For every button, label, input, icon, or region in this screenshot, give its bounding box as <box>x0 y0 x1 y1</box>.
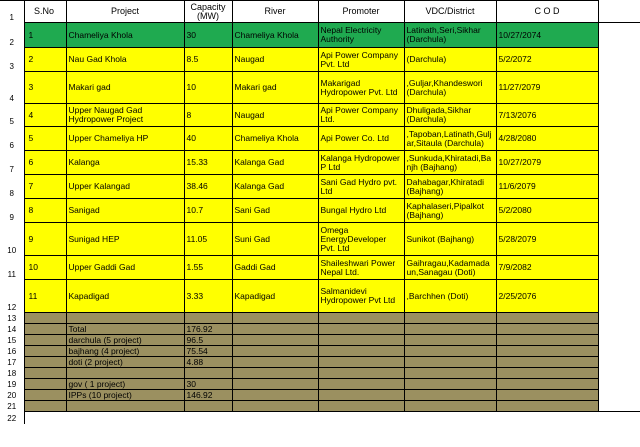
cell-project[interactable]: Upper Gaddi Gad <box>66 256 184 280</box>
row-header[interactable]: 7 <box>0 151 24 175</box>
row-header[interactable]: 15 <box>0 335 24 346</box>
empty-cell[interactable] <box>66 412 184 424</box>
cell-promoter[interactable]: Shaileshwari Power Nepal Ltd. <box>318 256 404 280</box>
cell-cod[interactable]: 7/9/2082 <box>496 256 598 280</box>
summary-value[interactable]: 4.88 <box>184 357 232 368</box>
cell-sno[interactable] <box>24 357 66 368</box>
cell-sno[interactable]: 5 <box>24 127 66 151</box>
cell-cod[interactable]: 7/13/2076 <box>496 104 598 127</box>
header-row <box>0 1 640 23</box>
summary-label[interactable]: IPPs (10 project) <box>66 390 184 401</box>
cell-cod[interactable]: 5/2/2080 <box>496 199 598 223</box>
summary-label[interactable]: gov ( 1 project) <box>66 379 184 390</box>
row-header[interactable]: 10 <box>0 223 24 256</box>
empty-cell[interactable] <box>598 379 640 390</box>
cell-sno[interactable] <box>24 401 66 412</box>
row-header[interactable]: 11 <box>0 256 24 280</box>
cell-promoter[interactable]: Salmanidevi Hydropower Pvt Ltd <box>318 280 404 313</box>
cell-project[interactable]: Makari gad <box>66 72 184 104</box>
table-row <box>0 412 640 424</box>
empty-cell[interactable] <box>404 379 496 390</box>
empty-cell[interactable] <box>404 335 496 346</box>
empty-cell[interactable] <box>598 223 640 256</box>
row-header[interactable]: 16 <box>0 346 24 357</box>
empty-cell[interactable] <box>318 379 404 390</box>
empty-cell[interactable] <box>598 72 640 104</box>
cell-river[interactable]: Gaddi Gad <box>232 256 318 280</box>
empty-cell[interactable] <box>598 313 640 324</box>
cell-capacity[interactable]: 10.7 <box>184 199 232 223</box>
empty-cell[interactable] <box>598 48 640 72</box>
table-row <box>0 175 640 199</box>
row-header[interactable]: 3 <box>0 48 24 72</box>
empty-cell[interactable] <box>318 390 404 401</box>
empty-cell[interactable] <box>318 368 404 379</box>
header-river[interactable]: River <box>232 1 318 23</box>
cell-project[interactable]: Upper Chameliya HP <box>66 127 184 151</box>
cell-project[interactable]: Kapadigad <box>66 280 184 313</box>
row-header[interactable]: 8 <box>0 175 24 199</box>
row-header[interactable]: 17 <box>0 357 24 368</box>
cell-vdc[interactable]: Dhuligada,Sikhar (Darchula) <box>404 104 496 127</box>
empty-cell[interactable] <box>598 23 640 48</box>
cell-promoter[interactable]: Makarigad Hydropower Pvt. Ltd <box>318 72 404 104</box>
empty-cell[interactable] <box>404 401 496 412</box>
empty-cell[interactable] <box>496 335 598 346</box>
cell-cod[interactable]: 11/27/2079 <box>496 72 598 104</box>
row-header[interactable]: 2 <box>0 23 24 48</box>
header-capacity[interactable]: Capacity (MW) <box>184 1 232 23</box>
summary-label[interactable]: darchula (5 project) <box>66 335 184 346</box>
summary-row <box>0 313 640 324</box>
cell-capacity[interactable]: 1.55 <box>184 256 232 280</box>
empty-cell[interactable] <box>404 324 496 335</box>
cell-capacity[interactable]: 8.5 <box>184 48 232 72</box>
cell-sno[interactable] <box>24 313 66 324</box>
cell-cod[interactable]: 4/28/2080 <box>496 127 598 151</box>
empty-cell[interactable] <box>232 379 318 390</box>
empty-cell[interactable] <box>496 346 598 357</box>
cell-sno[interactable]: 8 <box>24 199 66 223</box>
cell-sno[interactable] <box>24 335 66 346</box>
empty-cell[interactable] <box>232 313 318 324</box>
cell-project[interactable]: Nau Gad Khola <box>66 48 184 72</box>
table-row <box>0 223 640 256</box>
cell-promoter[interactable]: Api Power Company Ltd. <box>318 104 404 127</box>
header-sno[interactable]: S.No <box>24 1 66 23</box>
header-project[interactable]: Project <box>66 1 184 23</box>
cell-promoter[interactable]: Api Power Co. Ltd <box>318 127 404 151</box>
cell-cod[interactable]: 5/28/2079 <box>496 223 598 256</box>
summary-value[interactable]: 75.54 <box>184 346 232 357</box>
cell-vdc[interactable]: Dahabagar,Khiratadi (Bajhang) <box>404 175 496 199</box>
empty-cell[interactable] <box>232 346 318 357</box>
empty-cell[interactable] <box>232 390 318 401</box>
cell-sno[interactable]: 10 <box>24 256 66 280</box>
empty-cell[interactable] <box>598 412 640 424</box>
empty-cell[interactable] <box>496 313 598 324</box>
row-header[interactable]: 9 <box>0 199 24 223</box>
cell-capacity[interactable]: 40 <box>184 127 232 151</box>
cell-vdc[interactable]: Latinath,Seri,Sikhar (Darchula) <box>404 23 496 48</box>
cell-promoter[interactable]: Api Power Company Pvt. Ltd <box>318 48 404 72</box>
row-header[interactable]: 12 <box>0 280 24 313</box>
summary-label[interactable] <box>66 401 184 412</box>
cell-project[interactable]: Chameliya Khola <box>66 23 184 48</box>
empty-cell[interactable] <box>496 368 598 379</box>
summary-label[interactable]: bajhang (4 project) <box>66 346 184 357</box>
cell-river[interactable]: Kalanga Gad <box>232 151 318 175</box>
header-promoter[interactable]: Promoter <box>318 1 404 23</box>
cell-cod[interactable]: 10/27/2079 <box>496 151 598 175</box>
summary-row <box>0 368 640 379</box>
empty-cell[interactable] <box>496 379 598 390</box>
cell-sno[interactable]: 6 <box>24 151 66 175</box>
empty-cell[interactable] <box>598 256 640 280</box>
cell-vdc[interactable]: ,Tapoban,Latinath,Guljar,Sitaula (Darchula) <box>404 127 496 151</box>
table-row <box>0 256 640 280</box>
row-header[interactable]: 22 <box>0 412 24 424</box>
empty-cell[interactable] <box>404 357 496 368</box>
cell-sno[interactable] <box>24 324 66 335</box>
table-row <box>0 199 640 223</box>
cell-river[interactable]: Makari gad <box>232 72 318 104</box>
table-row <box>0 23 640 48</box>
row-header[interactable]: 18 <box>0 368 24 379</box>
cell-river[interactable]: Naugad <box>232 48 318 72</box>
cell-project[interactable]: Upper Naugad Gad Hydropower Project <box>66 104 184 127</box>
summary-value[interactable] <box>184 313 232 324</box>
empty-cell[interactable] <box>24 412 66 424</box>
cell-cod[interactable]: 5/2/2072 <box>496 48 598 72</box>
empty-cell[interactable] <box>598 127 640 151</box>
empty-cell[interactable] <box>184 412 232 424</box>
empty-cell[interactable] <box>598 401 640 412</box>
cell-project[interactable]: Sanigad <box>66 199 184 223</box>
row-header[interactable]: 13 <box>0 313 24 324</box>
empty-cell[interactable] <box>318 357 404 368</box>
summary-label[interactable]: Total <box>66 324 184 335</box>
empty-cell[interactable] <box>232 357 318 368</box>
empty-cell[interactable] <box>232 324 318 335</box>
empty-cell[interactable] <box>318 335 404 346</box>
cell-river[interactable]: Chameliya Khola <box>232 23 318 48</box>
cell-cod[interactable]: 10/27/2074 <box>496 23 598 48</box>
cell-capacity[interactable]: 38.46 <box>184 175 232 199</box>
cell-cod[interactable]: 11/6/2079 <box>496 175 598 199</box>
empty-cell[interactable] <box>318 346 404 357</box>
cell-capacity[interactable]: 3.33 <box>184 280 232 313</box>
cell-promoter[interactable]: Sani Gad Hydro pvt. Ltd <box>318 175 404 199</box>
row-header[interactable]: 14 <box>0 324 24 335</box>
cell-river[interactable]: Sani Gad <box>232 199 318 223</box>
summary-row <box>0 357 640 368</box>
empty-cell[interactable] <box>232 412 318 424</box>
empty-cell[interactable] <box>404 313 496 324</box>
empty-cell[interactable] <box>598 390 640 401</box>
summary-row <box>0 401 640 412</box>
empty-cell[interactable] <box>496 412 598 424</box>
cell-river[interactable]: Kalanga Gad <box>232 175 318 199</box>
cell-vdc[interactable]: ,Barchhen (Doti) <box>404 280 496 313</box>
cell-sno[interactable] <box>24 379 66 390</box>
cell-capacity[interactable]: 15.33 <box>184 151 232 175</box>
cell-river[interactable]: Kapadigad <box>232 280 318 313</box>
row-header[interactable]: 5 <box>0 104 24 127</box>
cell-capacity[interactable]: 30 <box>184 23 232 48</box>
empty-cell[interactable] <box>598 368 640 379</box>
header-cod[interactable]: C O D <box>496 1 598 23</box>
empty-cell[interactable] <box>232 401 318 412</box>
cell-vdc[interactable]: (Darchula) <box>404 48 496 72</box>
cell-promoter[interactable]: Kalanga Hydropower P Ltd <box>318 151 404 175</box>
cell-sno[interactable]: 9 <box>24 223 66 256</box>
empty-cell[interactable] <box>496 324 598 335</box>
summary-row <box>0 324 640 335</box>
header-vdc[interactable]: VDC/District <box>404 1 496 23</box>
cell-sno[interactable]: 2 <box>24 48 66 72</box>
cell-cod[interactable]: 2/25/2076 <box>496 280 598 313</box>
empty-cell[interactable] <box>598 346 640 357</box>
table-row <box>0 280 640 313</box>
cell-capacity[interactable]: 10 <box>184 72 232 104</box>
cell-sno[interactable] <box>24 346 66 357</box>
summary-value[interactable]: 96.5 <box>184 335 232 346</box>
cell-sno[interactable]: 4 <box>24 104 66 127</box>
table-row <box>0 48 640 72</box>
empty-cell[interactable] <box>404 412 496 424</box>
cell-vdc[interactable]: Kaphalaseri,Pipalkot (Bajhang) <box>404 199 496 223</box>
cell-sno[interactable]: 7 <box>24 175 66 199</box>
summary-value[interactable] <box>184 401 232 412</box>
summary-row <box>0 335 640 346</box>
table-row <box>0 127 640 151</box>
empty-cell[interactable] <box>598 175 640 199</box>
cell-sno[interactable] <box>24 390 66 401</box>
empty-cell[interactable] <box>496 401 598 412</box>
cell-vdc[interactable]: ,Sunkuda,Khiratadi,Banjh (Bajhang) <box>404 151 496 175</box>
cell-vdc[interactable]: Gaihragau,Kadamadaun,Sanagau (Doti) <box>404 256 496 280</box>
empty-cell[interactable] <box>232 335 318 346</box>
cell-vdc[interactable]: ,Guljar,Khandeswori (Darchula) <box>404 72 496 104</box>
empty-cell[interactable] <box>598 324 640 335</box>
summary-label[interactable]: doti (2 project) <box>66 357 184 368</box>
empty-cell[interactable] <box>318 412 404 424</box>
empty-cell[interactable] <box>598 199 640 223</box>
summary-row <box>0 390 640 401</box>
empty-cell[interactable] <box>318 324 404 335</box>
summary-label[interactable] <box>66 313 184 324</box>
cell-promoter[interactable]: Omega EnergyDeveloper Pvt. Ltd <box>318 223 404 256</box>
empty-cell[interactable] <box>598 1 640 23</box>
cell-promoter[interactable]: Nepal Electricity Authority <box>318 23 404 48</box>
empty-cell[interactable] <box>496 390 598 401</box>
empty-cell[interactable] <box>598 357 640 368</box>
row-header[interactable]: 4 <box>0 72 24 104</box>
empty-cell[interactable] <box>598 280 640 313</box>
cell-river[interactable]: Suni Gad <box>232 223 318 256</box>
row-header[interactable]: 21 <box>0 401 24 412</box>
summary-value[interactable]: 30 <box>184 379 232 390</box>
empty-cell[interactable] <box>598 335 640 346</box>
cell-capacity[interactable]: 11.05 <box>184 223 232 256</box>
cell-project[interactable]: Sunigad HEP <box>66 223 184 256</box>
cell-river[interactable]: Naugad <box>232 104 318 127</box>
cell-sno[interactable] <box>24 368 66 379</box>
table-row <box>0 151 640 175</box>
empty-cell[interactable] <box>232 368 318 379</box>
table-row <box>0 72 640 104</box>
cell-sno[interactable]: 11 <box>24 280 66 313</box>
summary-value[interactable] <box>184 368 232 379</box>
summary-label[interactable] <box>66 368 184 379</box>
row-header[interactable]: 20 <box>0 390 24 401</box>
cell-project[interactable]: Kalanga <box>66 151 184 175</box>
empty-cell[interactable] <box>318 313 404 324</box>
cell-vdc[interactable]: Sunikot (Bajhang) <box>404 223 496 256</box>
empty-cell[interactable] <box>598 104 640 127</box>
summary-row <box>0 379 640 390</box>
row-header[interactable]: 1 <box>0 1 24 23</box>
row-header[interactable]: 19 <box>0 379 24 390</box>
summary-value[interactable]: 146.92 <box>184 390 232 401</box>
summary-row <box>0 346 640 357</box>
empty-cell[interactable] <box>496 357 598 368</box>
cell-river[interactable]: Chameliya Khola <box>232 127 318 151</box>
row-header[interactable]: 6 <box>0 127 24 151</box>
cell-project[interactable]: Upper Kalangad <box>66 175 184 199</box>
empty-cell[interactable] <box>318 401 404 412</box>
table-row <box>0 104 640 127</box>
empty-cell[interactable] <box>404 390 496 401</box>
empty-cell[interactable] <box>598 151 640 175</box>
cell-sno[interactable]: 1 <box>24 23 66 48</box>
empty-cell[interactable] <box>404 368 496 379</box>
summary-value[interactable]: 176.92 <box>184 324 232 335</box>
cell-capacity[interactable]: 8 <box>184 104 232 127</box>
empty-cell[interactable] <box>404 346 496 357</box>
cell-sno[interactable]: 3 <box>24 72 66 104</box>
cell-promoter[interactable]: Bungal Hydro Ltd <box>318 199 404 223</box>
